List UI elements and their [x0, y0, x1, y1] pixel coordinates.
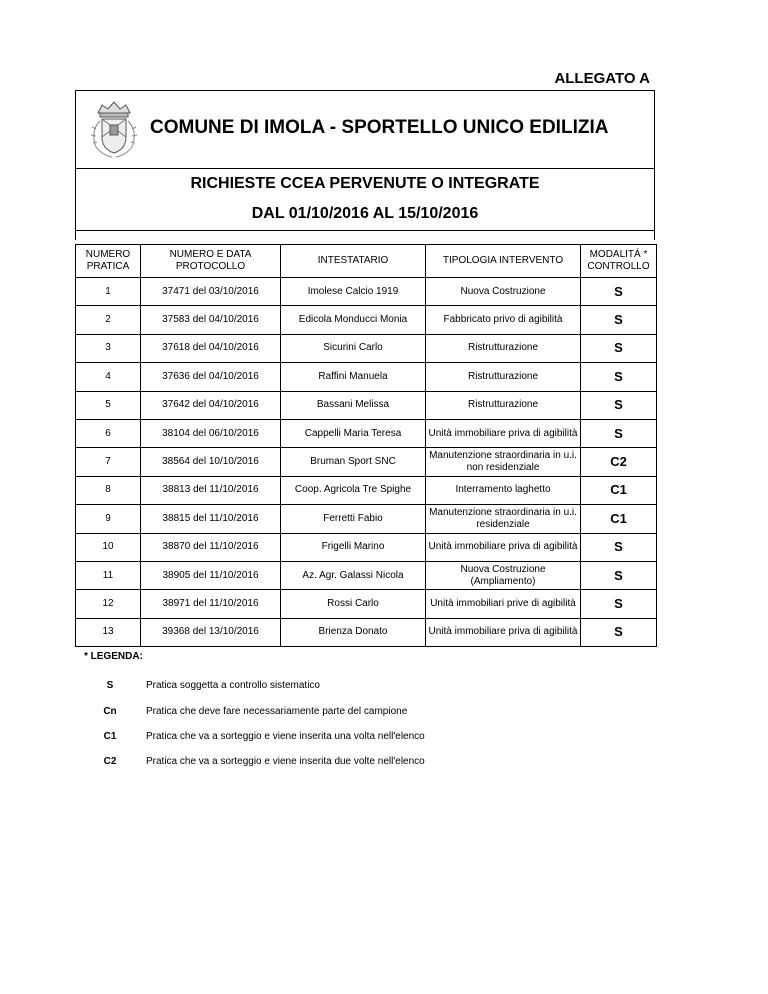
pratica-number-cell: 5	[76, 391, 141, 419]
pratica-number-cell: 4	[76, 363, 141, 391]
legend-item	[0, 756, 768, 770]
holder-cell: Rossi Carlo	[281, 590, 426, 618]
protocol-cell: 37642 del 04/10/2016	[141, 391, 281, 419]
protocol-cell: 37583 del 04/10/2016	[141, 306, 281, 334]
protocol-cell: 39368 del 13/10/2016	[141, 618, 281, 646]
holder-cell: Brienza Donato	[281, 618, 426, 646]
holder-cell: Coop. Agricola Tre Spighe	[281, 476, 426, 504]
table-row	[76, 448, 657, 476]
control-mode-cell: S	[581, 533, 657, 561]
protocol-cell: 38813 del 11/10/2016	[141, 476, 281, 504]
holder-cell: Bassani Melissa	[281, 391, 426, 419]
table-row	[76, 505, 657, 533]
protocol-cell: 38870 del 11/10/2016	[141, 533, 281, 561]
protocol-cell: 38971 del 11/10/2016	[141, 590, 281, 618]
legend-code: S	[106, 680, 114, 691]
pratica-number-cell: 1	[76, 278, 141, 306]
holder-cell: Bruman Sport SNC	[281, 448, 426, 476]
col-header: INTESTATARIO	[281, 245, 426, 278]
table-row	[76, 334, 657, 362]
control-mode-cell: S	[581, 561, 657, 589]
protocol-cell: 37618 del 04/10/2016	[141, 334, 281, 362]
table-row	[76, 306, 657, 334]
protocol-cell: 38104 del 06/10/2016	[141, 419, 281, 447]
pratica-number-cell: 8	[76, 476, 141, 504]
legend-item	[0, 706, 768, 720]
subtitle-divider	[75, 230, 655, 231]
table-row	[76, 419, 657, 447]
pratica-number-cell: 3	[76, 334, 141, 362]
intervention-type-cell: Ristrutturazione	[426, 363, 581, 391]
intervention-type-cell: Fabbricato privo di agibilità	[426, 306, 581, 334]
report-subtitle: RICHIESTE CCEA PERVENUTE O INTEGRATE	[190, 175, 540, 192]
protocol-cell: 37636 del 04/10/2016	[141, 363, 281, 391]
table-row	[76, 278, 657, 306]
legend-item	[0, 731, 768, 745]
protocol-cell: 38815 del 11/10/2016	[141, 505, 281, 533]
col-header: TIPOLOGIA INTERVENTO	[426, 245, 581, 278]
control-mode-cell: C1	[581, 505, 657, 533]
legend-description: Pratica che va a sorteggio e viene inserita una volta nell'elenco	[146, 731, 425, 742]
control-mode-cell: S	[581, 278, 657, 306]
legend-description: Pratica che deve fare necessariamente parte del campione	[146, 706, 408, 717]
intervention-type-cell: Nuova Costruzione	[426, 278, 581, 306]
control-mode-cell: S	[581, 590, 657, 618]
table-row	[76, 476, 657, 504]
holder-cell: Cappelli Maria Teresa	[281, 419, 426, 447]
table-body	[76, 278, 657, 647]
report-period: DAL 01/10/2016 AL 15/10/2016	[251, 205, 479, 222]
pratica-number-cell: 10	[76, 533, 141, 561]
pratica-number-cell: 7	[76, 448, 141, 476]
holder-cell: Imolese Calcio 1919	[281, 278, 426, 306]
intervention-type-cell: Nuova Costruzione (Ampliamento)	[426, 561, 581, 589]
holder-cell: Raffini Manuela	[281, 363, 426, 391]
intervention-type-cell: Manutenzione straordinaria in u.i. residenziale	[426, 505, 581, 533]
page-title: COMUNE DI IMOLA - SPORTELLO UNICO EDILIZIA	[150, 117, 609, 138]
legend-code: C2	[103, 756, 117, 767]
intervention-type-cell: Ristrutturazione	[426, 334, 581, 362]
holder-cell: Sicurini Carlo	[281, 334, 426, 362]
protocol-cell: 38905 del 11/10/2016	[141, 561, 281, 589]
table-header-row	[76, 245, 657, 278]
table-row	[76, 618, 657, 646]
legend-description: Pratica soggetta a controllo sistematico	[146, 680, 320, 691]
intervention-type-cell: Interramento laghetto	[426, 476, 581, 504]
table-row	[76, 391, 657, 419]
protocol-cell: 38564 del 10/10/2016	[141, 448, 281, 476]
holder-cell: Frigelli Marino	[281, 533, 426, 561]
pratica-number-cell: 13	[76, 618, 141, 646]
control-mode-cell: C1	[581, 476, 657, 504]
annex-label: ALLEGATO A	[554, 70, 650, 87]
col-header: MODALITÁ * CONTROLLO	[581, 245, 657, 278]
intervention-type-cell: Ristrutturazione	[426, 391, 581, 419]
header-divider	[75, 168, 655, 169]
intervention-type-cell: Unità immobiliari prive di agibilità	[426, 590, 581, 618]
col-header: NUMERO E DATA PROTOCOLLO	[141, 245, 281, 278]
control-mode-cell: S	[581, 391, 657, 419]
pratica-number-cell: 12	[76, 590, 141, 618]
pratica-number-cell: 2	[76, 306, 141, 334]
legend-item	[0, 680, 768, 694]
pratica-number-cell: 11	[76, 561, 141, 589]
control-mode-cell: S	[581, 618, 657, 646]
intervention-type-cell: Unità immobiliare priva di agibilità	[426, 419, 581, 447]
intervention-type-cell: Unità immobiliare priva di agibilità	[426, 533, 581, 561]
control-mode-cell: C2	[581, 448, 657, 476]
col-header: NUMERO PRATICA	[76, 245, 141, 278]
table-row	[76, 590, 657, 618]
table-row	[76, 533, 657, 561]
legend-code: Cn	[103, 706, 117, 717]
control-mode-cell: S	[581, 419, 657, 447]
holder-cell: Az. Agr. Galassi Nicola	[281, 561, 426, 589]
holder-cell: Ferretti Fabio	[281, 505, 426, 533]
legend-description: Pratica che va a sorteggio e viene inserita due volte nell'elenco	[146, 756, 425, 767]
pratica-number-cell: 9	[76, 505, 141, 533]
control-mode-cell: S	[581, 306, 657, 334]
protocol-cell: 37471 del 03/10/2016	[141, 278, 281, 306]
legend-code: C1	[103, 731, 117, 742]
intervention-type-cell: Unità immobiliare priva di agibilità	[426, 618, 581, 646]
control-mode-cell: S	[581, 334, 657, 362]
holder-cell: Edicola Monducci Monia	[281, 306, 426, 334]
pratica-number-cell: 6	[76, 419, 141, 447]
registry-table	[75, 244, 657, 647]
intervention-type-cell: Manutenzione straordinaria in u.i. non residenziale	[426, 448, 581, 476]
legend-title: * LEGENDA:	[84, 651, 143, 662]
control-mode-cell: S	[581, 363, 657, 391]
table-row	[76, 363, 657, 391]
table-row	[76, 561, 657, 589]
imola-crest-icon	[86, 97, 142, 161]
